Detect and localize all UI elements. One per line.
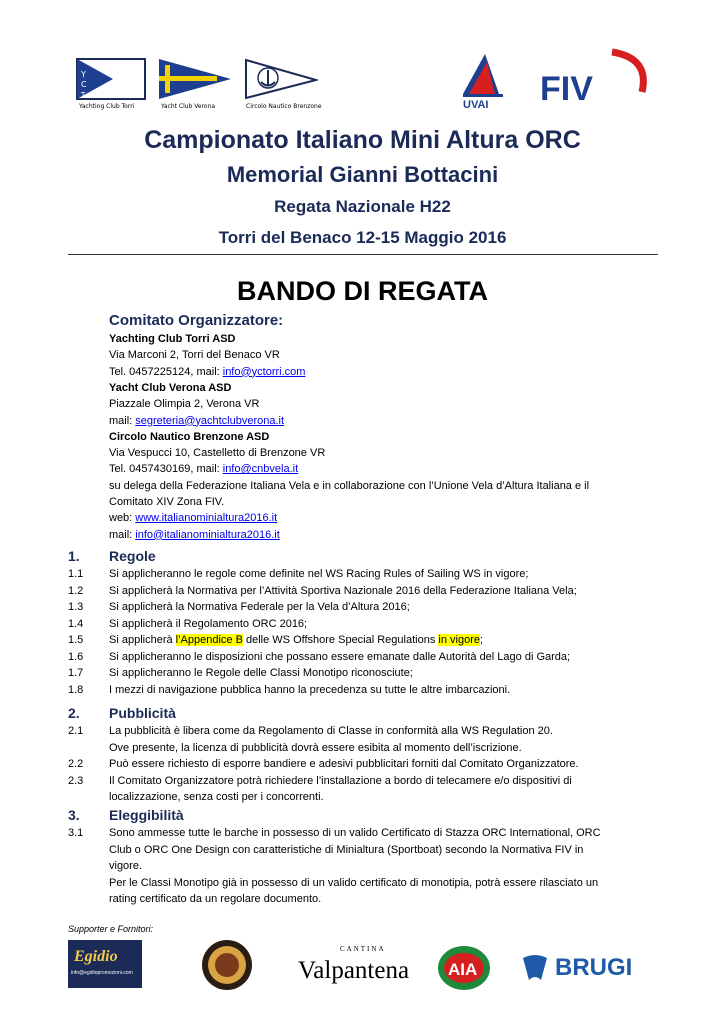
sponsor-egidio: [68, 940, 142, 988]
organizing-line[interactable]: [109, 415, 284, 428]
item-text: Si applicheranno le regole come definite nel WS Racing Rules of Sailing WS in vigore;: [109, 568, 529, 580]
organizing-line[interactable]: [109, 463, 298, 476]
item-text: Il Comitato Organizzatore potrà richiedere l’installazione a bordo di telecamere e/o dispositivi di: [109, 774, 572, 787]
organizing-line-text: Via Vespucci 10, Castelletto di Brenzone VR: [109, 447, 326, 460]
item-text: Si applicheranno le disposizioni che possano essere emanate dalle Autorità del Lago di Garda;: [109, 650, 571, 663]
contact-link[interactable]: info@yctorri.com: [222, 365, 306, 378]
organizing-line[interactable]: [109, 529, 280, 542]
fiv-logo-icon: [538, 44, 660, 110]
sponsor-valpantena: [296, 943, 416, 993]
organizing-line-text: Yachting Club Torri ASD: [109, 333, 236, 345]
item-number: 1.3: [68, 601, 84, 613]
logo-yachting-club-torri: [73, 55, 148, 111]
organizing-line: [109, 382, 231, 395]
contact-link[interactable]: info@cnbvela.it: [222, 463, 299, 476]
organizing-title: Comitato Organizzatore:: [109, 312, 284, 329]
item-number: 1.7: [68, 667, 84, 679]
sponsor-egidio-sub: info@egidiopromozioni.com: [71, 970, 133, 976]
yct-flag-icon: [73, 55, 148, 103]
organizing-line[interactable]: [109, 512, 277, 525]
item-text: Si applicheranno le Regole delle Classi Monotipo riconosciute;: [109, 667, 413, 679]
page-title: Campionato Italiano Mini Altura ORC: [144, 126, 581, 154]
sponsor-valpantena-name: Valpantena: [298, 957, 410, 984]
cnb-caption: Circolo Nautico Brenzone: [246, 103, 322, 110]
organizing-line: [109, 447, 325, 460]
item-text-part: delle WS Offshore Special Regulations: [242, 634, 439, 646]
logo-yacht-club-verona: [157, 57, 235, 113]
place-dates: Torri del Benaco 12-15 Maggio 2016: [218, 228, 507, 247]
item-number: 2.1: [68, 725, 84, 737]
fiv-text: FIV: [540, 70, 593, 108]
organizing-line-text: Tel. 0457430169, mail:: [109, 463, 223, 476]
organizing-line-text: Comitato XIV Zona FIV.: [109, 496, 225, 508]
ycv-flag-icon: [157, 57, 233, 101]
item-number: 3.1: [68, 827, 84, 839]
organizing-line-text: mail:: [109, 414, 136, 427]
sponsor-amarcord: [200, 938, 254, 992]
svg-text:C: C: [81, 80, 87, 89]
organizing-line: [109, 398, 259, 411]
supporters-label: Supporter e Fornitori:: [68, 924, 154, 934]
sponsor-valpantena-top: CANTINA: [340, 945, 386, 953]
svg-text:Y: Y: [81, 70, 86, 79]
regatta-type: Regata Nazionale H22: [274, 197, 451, 216]
sponsor-aia-name: AIA: [448, 960, 478, 979]
section-number: 1.: [68, 548, 80, 564]
item-number: 1.2: [68, 584, 84, 597]
item-text: La pubblicità è libera come da Regolamento di Classe in conformità alla WS Regulation 20.: [109, 725, 553, 737]
item-text: Si applicherà la Normativa per l’Attività Sportiva Nazionale 2016 della Federazione Italiana Vela;: [109, 584, 577, 597]
sponsor-amarcord-name: [200, 938, 201, 939]
ycv-caption: Yacht Club Verona: [161, 103, 216, 110]
contact-link[interactable]: segreteria@yachtclubverona.it: [135, 414, 285, 427]
organizing-line: [109, 496, 224, 509]
item-text: Ove presente, la licenza di pubblicità dovrà essere esibita al momento dell’iscrizione.: [109, 741, 522, 754]
organizing-line-text: Yacht Club Verona ASD: [109, 381, 232, 394]
cnb-flag-icon: [244, 58, 318, 100]
organizing-line-text: Circolo Nautico Brenzone ASD: [109, 430, 270, 443]
item-text: Per le Classi Monotipo già in possesso di un valido certificato di monotipia, potrà essere rilasciato un: [109, 876, 599, 889]
section-title: Regole: [109, 548, 156, 564]
sponsor-egidio-name: Egidio: [74, 948, 118, 965]
item-number: 1.6: [68, 650, 84, 663]
item-text-part: ;: [479, 634, 484, 646]
section-number: 3.: [68, 807, 80, 823]
uvai-sail-icon: [455, 50, 511, 110]
item-number: 1.5: [68, 634, 84, 646]
organizing-line-text: Tel. 0457225124, mail:: [109, 365, 223, 378]
item-number: 1.1: [68, 568, 84, 580]
section-number: 2.: [68, 705, 80, 721]
page-subtitle: Memorial Gianni Bottacini: [226, 162, 499, 187]
yct-caption: Yachting Club Torri: [79, 103, 135, 110]
organizing-line-text: mail:: [109, 528, 136, 541]
organizing-line-text: Via Marconi 2, Torri del Benaco VR: [109, 349, 280, 362]
item-text: Si applicherà la Normativa Federale per la Vela d’Altura 2016;: [109, 601, 410, 613]
item-text: rating certificato da un regolare documento.: [109, 893, 322, 905]
item-text: Può essere richiesto di esporre bandiere e adesivi pubblicitari forniti dal Comitato Organizzatore.: [109, 758, 579, 770]
organizing-line: [109, 349, 280, 362]
brugi-mark-icon: [519, 952, 553, 984]
item-text: Club o ORC One Design con caratteristiche di Minialtura (Sportboat) secondo la Normativa FIV in: [109, 843, 584, 856]
item-text: vigore.: [109, 860, 143, 872]
sponsor-aia: [437, 945, 491, 991]
organizing-line[interactable]: [109, 366, 305, 379]
logo-circolo-nautico-brenzone: [244, 58, 324, 114]
item-number: 1.4: [68, 617, 84, 630]
item-text: [109, 634, 483, 647]
sponsor-brugi: [519, 952, 659, 986]
item-number: 1.8: [68, 683, 84, 696]
uvai-text: UVAI: [463, 99, 489, 110]
organizing-line-text: su delega della Federazione Italiana Vela e in collaborazione con l’Unione Vela d’Altura Italiana e il: [109, 479, 590, 492]
contact-link[interactable]: info@italianominialtura2016.it: [135, 528, 280, 541]
item-number: 2.2: [68, 758, 84, 770]
item-text: Sono ammesse tutte le barche in possesso di un valido Certificato di Stazza ORC International, ORC: [109, 827, 601, 839]
item-text-part: Si applicherà: [109, 634, 176, 646]
sponsor-brugi-name: BRUGI: [555, 954, 633, 981]
highlighted-text: l’Appendice B: [175, 634, 243, 646]
organizing-line-text: web:: [109, 512, 136, 525]
organizing-line: [109, 480, 589, 493]
logo-uvai: [455, 50, 511, 110]
item-text: I mezzi di navigazione pubblica hanno la precedenza su tutte le altre imbarcazioni.: [109, 683, 511, 696]
svg-text:T: T: [81, 91, 86, 99]
logo-fiv: [538, 44, 660, 110]
organizing-line: [109, 333, 236, 346]
contact-link[interactable]: www.italianominialtura2016.it: [135, 512, 278, 525]
highlighted-text: in vigore: [438, 634, 480, 646]
section-title: Eleggibilità: [109, 807, 184, 823]
item-number: 2.3: [68, 774, 84, 787]
organizing-line-text: Piazzale Olimpia 2, Verona VR: [109, 398, 260, 411]
item-text: Si applicherà il Regolamento ORC 2016;: [109, 617, 308, 630]
beer-seal-icon: [200, 938, 254, 992]
aia-logo-icon: [437, 945, 491, 991]
header-divider: [68, 254, 658, 255]
bando-title: BANDO DI REGATA: [237, 276, 488, 306]
section-title: Pubblicità: [109, 705, 176, 721]
item-text: localizzazione, senza costi per i concorrenti.: [109, 791, 324, 803]
organizing-line: [109, 431, 269, 444]
